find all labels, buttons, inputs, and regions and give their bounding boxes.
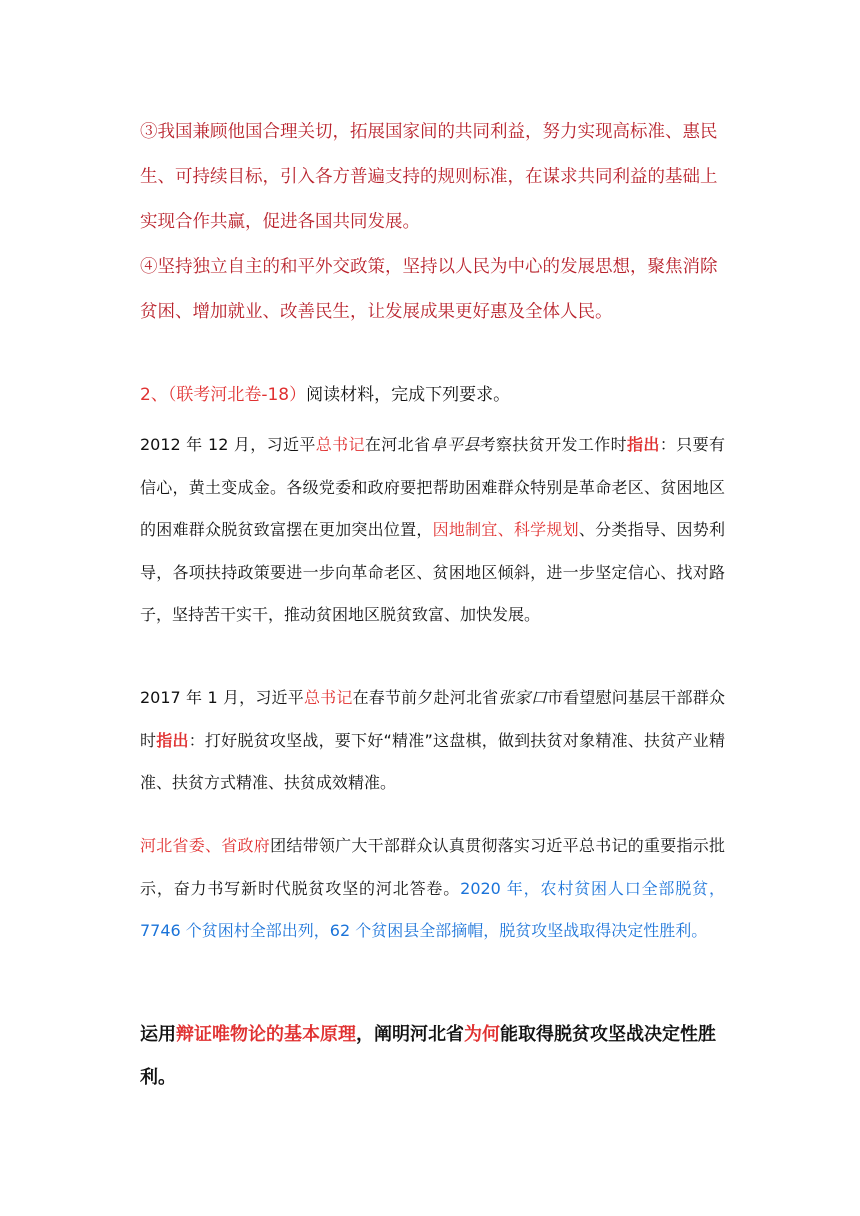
task-requirement [140,1013,725,1099]
task-text: ，阐明河北省 [356,1024,464,1045]
highlight-why: 为何 [464,1024,500,1045]
material-text: 2017 年 1 月，习近平 [140,688,304,707]
material-text: ：打好脱贫攻坚战，要下好“精准”这盘棋，做到扶贫对象精准、扶贫产业精准、扶贫方式精准、扶贫成效精准。 [140,730,725,792]
material-text: 在河北省 [364,435,431,454]
material-paragraph-1 [140,424,725,637]
highlight-title: 总书记 [303,688,353,707]
highlight-verb: 指出 [156,730,189,750]
material-text: 2012 年 12 月，习近平 [140,435,316,454]
task-text: 能取得脱贫攻坚战决定性胜利。 [140,1024,716,1088]
question-number: 2、 [140,385,168,405]
highlight-title: 总书记 [315,435,365,454]
highlight-principle: 辩证唯物论的基本原理 [176,1024,356,1045]
question-heading [140,378,725,412]
material-text: 市看望慰问基层干部群众时 [140,688,725,750]
material-text: 、分类指导、因势利导，各项扶持政策要进一步向革命老区、贫困地区倾斜，进一步坚定信心、找对路子，坚持苦干实干，推动贫困地区脱贫致富、加快发展。 [140,520,725,624]
material-paragraph-3 [140,825,725,953]
highlight-result: 2020 年，农村贫困人口全部脱贫，7746 个贫困村全部出列，62 个贫困县全部摘帽，脱贫攻坚战取得决定性胜利。 [140,878,725,940]
task-text: 运用 [140,1024,176,1045]
highlight-phrase: 因地制宜、科学规划 [432,520,579,539]
material-text: 在春节前夕赴河北省 [352,688,499,707]
material-text: 考察扶贫开发工作时 [479,435,628,454]
place-name: 张家口 [498,688,547,707]
material-paragraph-2 [140,677,725,805]
highlight-verb: 指出 [627,435,660,454]
material-text: 团结带领广大干部群众认真贯彻落实习近平总书记的重要指示批示，奋力书写新时代脱贫攻坚的河北答卷。 [140,836,725,898]
material-text: ：只要有信心，黄土变成金。各级党委和政府要把帮助困难群众特别是革命老区、贫困地区的困难群众脱贫致富摆在更加突出位置， [140,435,725,539]
highlight-subject: 河北省委、省政府 [140,836,271,855]
item-3-text: ③我国兼顾他国合理关切，拓展国家间的共同利益，努力实现高标准、惠民生、可持续目标，引入各方普遍支持的规则标准，在谋求共同利益的基础上实现合作共赢，促进各国共同发展。 [140,122,718,232]
item-4-text: ④坚持独立自主的和平外交政策，坚持以人民为中心的发展思想，聚焦消除贫困、增加就业、改善民生，让发展成果更好惠及全体人民。 [140,257,718,322]
place-name: 阜平县 [430,435,480,454]
question-prompt: 阅读材料，完成下列要求。 [306,385,511,405]
question-source: （联考河北卷-18） [167,385,307,405]
